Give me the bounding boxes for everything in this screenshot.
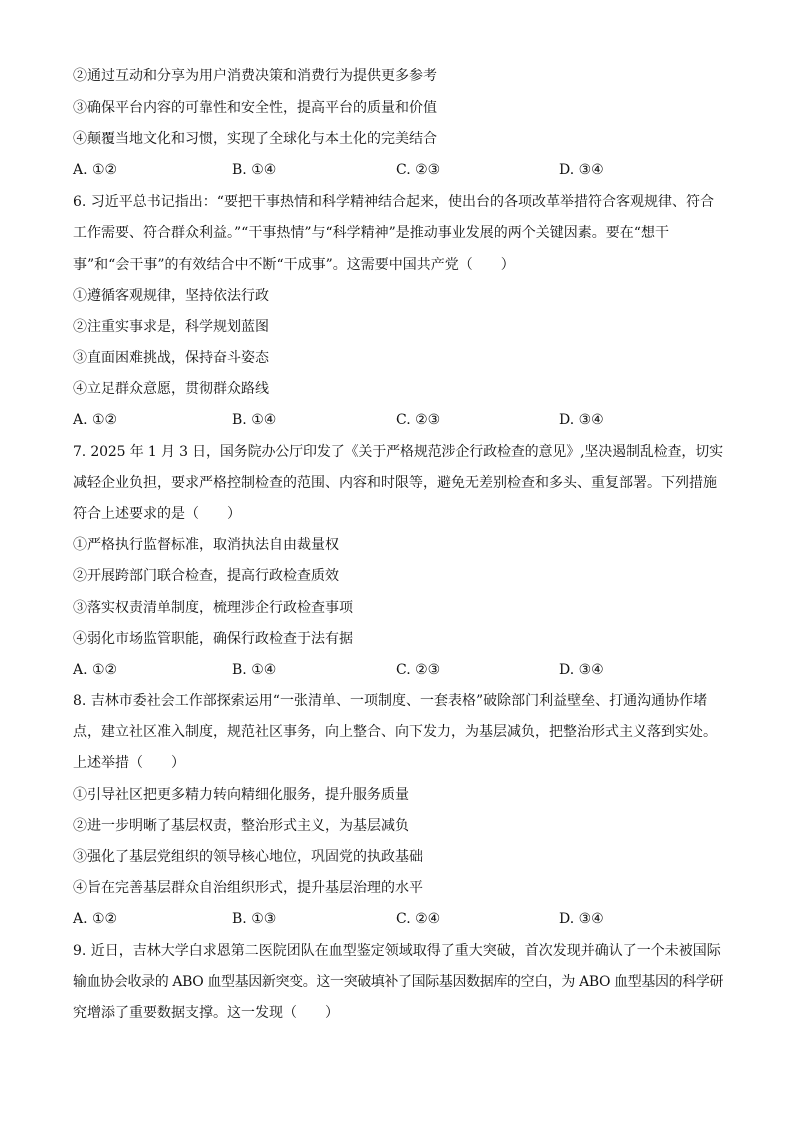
q8-statement-2: ②进一步明晰了基层权责，整治形式主义，为基层减负: [73, 818, 409, 834]
q6-options: [73, 411, 723, 429]
q7-options: [73, 661, 723, 679]
q7-statement-4: ④弱化市场监管职能，确保行政检查于法有据: [73, 631, 353, 647]
q8-statement-4: ④旨在完善基层群众自治组织形式，提升基层治理的水平: [73, 880, 423, 896]
q8-option-d: D. ③④: [559, 911, 604, 927]
q6-option-a: A. ①②: [73, 412, 118, 428]
q6-statement-2: ②注重实事求是，科学规划蓝图: [73, 319, 269, 335]
q7-stem-line-1: 7. 2025 年 1 月 3 日，国务院办公厅印发了《关于严格规范涉企行政检查的意见》,坚决遏制乱检查，切实: [73, 444, 723, 460]
q9-stem-line-3: 究增添了重要数据支撑。这一发现（ ）: [73, 1005, 339, 1021]
q7-stem-line-3: 符合上述要求的是（ ）: [73, 506, 241, 522]
q8-option-c: C. ②④: [396, 911, 441, 927]
q7-option-d: D. ③④: [559, 662, 604, 678]
q8-option-a: A. ①②: [73, 911, 118, 927]
q5-option-a: A. ①②: [73, 162, 118, 178]
q7-statement-2: ②开展跨部门联合检查，提高行政检查质效: [73, 568, 339, 584]
q8-stem-line-2: 点，建立社区准入制度，规范社区事务，向上整合、向下发力，为基层减负，把整治形式主义落到实处。: [73, 724, 717, 740]
q5-options: [73, 161, 723, 179]
q7-option-c: C. ②③: [396, 662, 441, 678]
q6-option-c: C. ②③: [396, 412, 441, 428]
q6-statement-4: ④立足群众意愿，贯彻群众路线: [73, 381, 269, 397]
q5-option-d: D. ③④: [559, 162, 604, 178]
q7-stem-line-2: 减轻企业负担，要求严格控制检查的范围、内容和时限等，避免无差别检查和多头、重复部署。下列措施: [73, 475, 717, 491]
q8-statement-1: ①引导社区把更多精力转向精细化服务，提升服务质量: [73, 787, 409, 803]
q8-stem-line-3: 上述举措（ ）: [73, 755, 185, 771]
q8-statement-3: ③强化了基层党组织的领导核心地位，巩固党的执政基础: [73, 849, 423, 865]
q6-statement-1: ①遵循客观规律，坚持依法行政: [73, 288, 269, 304]
q8-option-b: B. ①③: [232, 911, 277, 927]
q7-option-a: A. ①②: [73, 662, 118, 678]
q9-stem-line-1: 9. 近日，吉林大学白求恩第二医院团队在血型鉴定领域取得了重大突破，首次发现并确认了一个未被国际: [73, 943, 721, 959]
q7-option-b: B. ①④: [232, 662, 277, 678]
q5-statement-2: ②通过互动和分享为用户消费决策和消费行为提供更多参考: [73, 68, 437, 84]
q6-stem-line-2: 工作需要、符合群众利益。”“干事热情”与“科学精神”是推动事业发展的两个关键因素。要在“想干: [73, 225, 669, 241]
q6-option-b: B. ①④: [232, 412, 277, 428]
q5-statement-4: ④颠覆当地文化和习惯，实现了全球化与本土化的完美结合: [73, 131, 437, 147]
q6-statement-3: ③直面困难挑战，保持奋斗姿态: [73, 350, 269, 366]
q8-stem-line-1: 8. 吉林市委社会工作部探索运用“一张清单、一项制度、一套表格”破除部门利益壁垒、打通沟通协作堵: [73, 693, 708, 709]
q9-stem-line-2: 输血协会收录的 ABO 血型基因新突变。这一突破填补了国际基因数据库的空白，为 ABO 血型基因的科学研: [73, 974, 724, 990]
q6-stem-line-3: 事”和“会干事”的有效结合中不断“干成事”。这需要中国共产党（ ）: [73, 257, 515, 273]
q7-statement-3: ③落实权责清单制度，梳理涉企行政检查事项: [73, 600, 353, 616]
q5-option-c: C. ②③: [396, 162, 441, 178]
q6-option-d: D. ③④: [559, 412, 604, 428]
q7-statement-1: ①严格执行监督标准，取消执法自由裁量权: [73, 537, 339, 553]
q5-statement-3: ③确保平台内容的可靠性和安全性，提高平台的质量和价值: [73, 100, 437, 116]
q6-stem-line-1: 6. 习近平总书记指出：“要把干事热情和科学精神结合起来，使出台的各项改革举措符合客观规律、符合: [73, 194, 714, 210]
q8-options: [73, 910, 723, 928]
q5-option-b: B. ①④: [232, 162, 277, 178]
